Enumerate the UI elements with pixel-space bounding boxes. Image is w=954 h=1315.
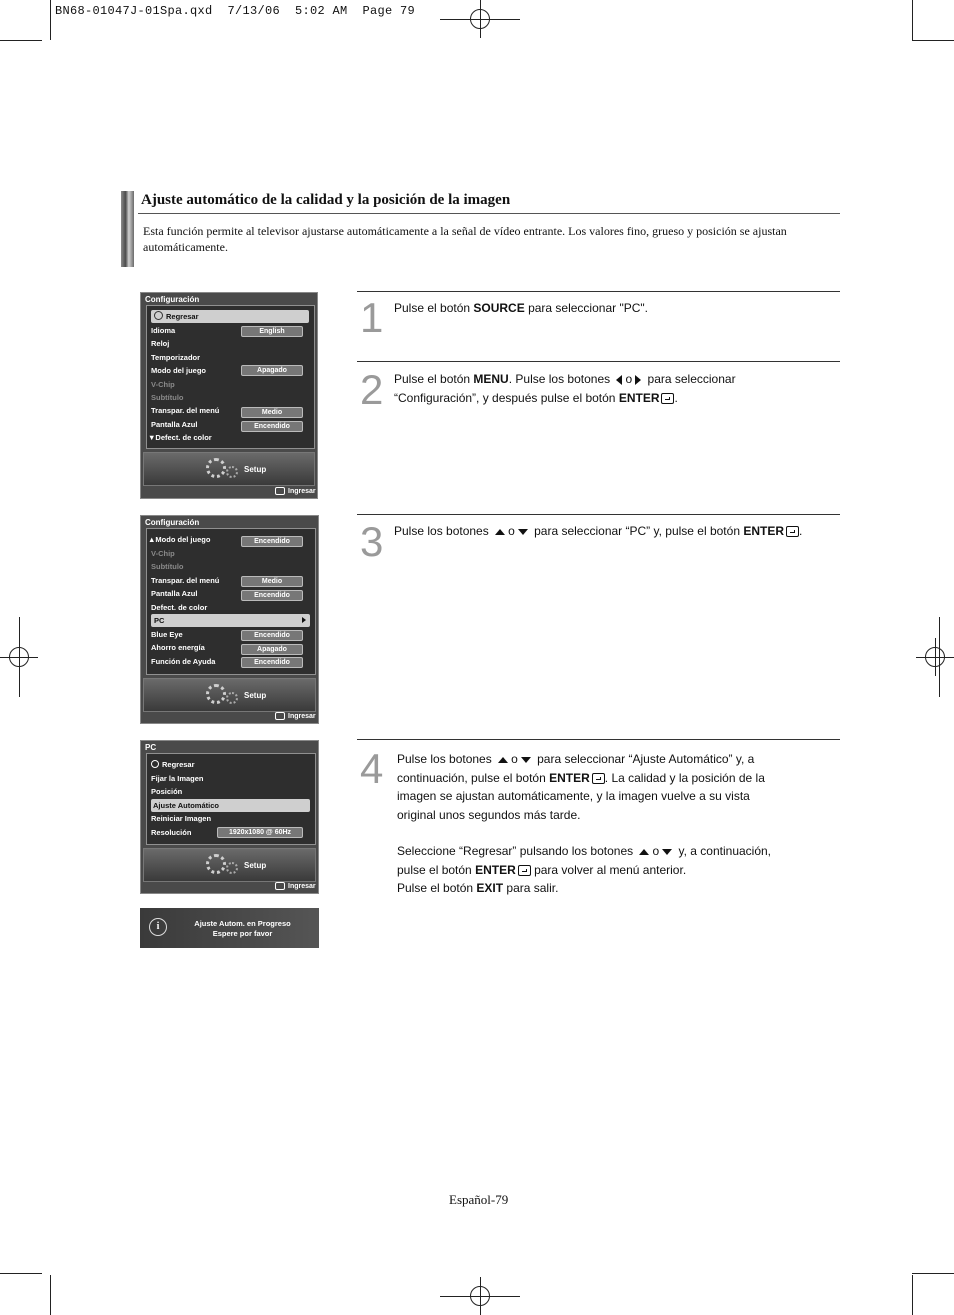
step-rule: [357, 291, 840, 292]
menu-value-resolucion: 1920x1080 @ 60Hz: [217, 827, 303, 838]
menu-item-funcion-ayuda[interactable]: Función de Ayuda: [151, 657, 216, 666]
step-number: 1: [360, 294, 384, 341]
menu-item-fijar-imagen[interactable]: Fijar la Imagen: [151, 774, 204, 783]
menu-value-modo-juego: Apagado: [241, 365, 303, 376]
registration-mark-icon: [916, 638, 954, 676]
step-2-text: Pulse el botón MENU. Pulse los botones o para seleccionar “Configuración”, y después pulse el botón ENTER .: [394, 372, 736, 405]
enter-icon: [661, 393, 674, 404]
section-bar: [121, 191, 134, 267]
menu-item-regresar[interactable]: Regresar: [151, 758, 195, 771]
menu-item-defect-color[interactable]: ▼Defect. de color: [148, 433, 212, 442]
menu-item-reloj[interactable]: Reloj: [151, 339, 170, 348]
menu-item-blue-eye[interactable]: Blue Eye: [151, 630, 183, 639]
gear-icon: [206, 854, 226, 874]
chevron-right-icon: [302, 617, 306, 623]
menu-value-modo-juego: Encendido: [241, 536, 303, 547]
screen-title: PC: [145, 743, 157, 752]
enter-icon: [518, 865, 531, 876]
down-arrow-icon: [518, 529, 528, 535]
menu-value-idioma: English: [241, 326, 303, 337]
setup-bar: [143, 848, 316, 882]
menu-item-transpar[interactable]: Transpar. del menú: [151, 406, 220, 415]
section-title: Ajuste automático de la calidad y la posición de la imagen: [141, 192, 511, 208]
screen-title: Configuración: [145, 518, 200, 527]
menu-value-ahorro-energia: Apagado: [241, 644, 303, 655]
tv-menu-screen-configuracion: [140, 292, 318, 499]
progress-line-2: Espere por favor: [212, 929, 273, 938]
file-header: BN68-01047J-01Spa.qxd 7/13/06 5:02 AM Page 79: [55, 4, 416, 18]
menu-value-funcion-ayuda: Encendido: [241, 657, 303, 668]
screen-title: Configuración: [145, 295, 200, 304]
setup-label: Setup: [244, 691, 267, 700]
gear-icon: [206, 684, 226, 704]
gear-icon: [226, 862, 238, 874]
menu-item-temporizador[interactable]: Temporizador: [151, 353, 201, 362]
step-4-text: Pulse los botones o para seleccionar “Ajuste Automático” y, a continuación, pulse el botón ENTER . La calidad y la posición de la imagen se ajustan automáticamente, y la imagen vuelve a su vista original unos segundos más tarde. Seleccione “Regresar” pulsando los botones o y, a continuación, pulse el botón ENTER para volver al menú anterior. Pulse el botón EXIT para salir.: [397, 752, 772, 895]
up-arrow-icon: [639, 849, 649, 855]
menu-item-ahorro-energia[interactable]: Ahorro energía: [151, 643, 205, 652]
menu-item-vchip: V-Chip: [151, 380, 175, 389]
menu-item-regresar[interactable]: Regresar: [151, 310, 309, 323]
gear-icon: [206, 458, 226, 478]
right-arrow-icon: [635, 375, 641, 385]
menu-value-transpar: Medio: [241, 407, 303, 418]
step-rule: [357, 361, 840, 362]
step-3-text: Pulse los botones o para seleccionar “PC” y, pulse el botón ENTER .: [394, 524, 803, 538]
enter-hint: Ingresar: [275, 882, 316, 890]
tv-menu-screen-configuracion-2: [140, 515, 319, 724]
step-number: 2: [360, 366, 384, 413]
down-arrow-icon: [521, 757, 531, 763]
crop-mark: [440, 1296, 520, 1297]
crop-mark: [912, 0, 913, 40]
menu-panel: [146, 528, 316, 675]
crop-mark: [440, 19, 520, 20]
crop-mark: [0, 1273, 42, 1274]
enter-icon: [275, 712, 285, 720]
menu-item-resolucion[interactable]: Resolución: [151, 828, 192, 837]
down-arrow-icon: [662, 849, 672, 855]
crop-mark: [912, 1273, 954, 1274]
step-1-text: Pulse el botón SOURCE para seleccionar "PC".: [394, 301, 648, 315]
menu-item-modo-juego[interactable]: Modo del juego: [151, 366, 206, 375]
crop-mark: [912, 1275, 913, 1315]
menu-item-pc[interactable]: PC: [151, 614, 310, 627]
return-icon: [151, 760, 159, 768]
page-number: Español-79: [449, 1192, 509, 1207]
enter-icon: [786, 526, 799, 537]
menu-item-subtitulo: Subtítulo: [151, 393, 184, 402]
intro-paragraph: Esta función permite al televisor ajustarse automáticamente a la señal de vídeo entrante. Los valores fino, grueso y posición se ajustan automáticamente.: [143, 224, 787, 254]
enter-icon: [275, 882, 285, 890]
up-arrow-icon: [498, 757, 508, 763]
enter-hint: Ingresar: [275, 712, 316, 720]
crop-mark: [939, 617, 940, 697]
gear-icon: [226, 692, 238, 704]
up-arrow-icon: [495, 529, 505, 535]
crop-mark: [912, 40, 954, 41]
menu-value-pantalla-azul: Encendido: [241, 590, 303, 601]
enter-icon: [275, 487, 285, 495]
setup-bar: [143, 678, 316, 712]
setup-label: Setup: [244, 861, 267, 870]
step-number: 4: [360, 745, 384, 792]
menu-item-modo-juego[interactable]: ▲Modo del juego: [148, 535, 211, 544]
menu-item-pantalla-azul[interactable]: Pantalla Azul: [151, 589, 198, 598]
menu-value-pantalla-azul: Encendido: [241, 421, 303, 432]
menu-item-idioma[interactable]: Idioma: [151, 326, 176, 335]
step-rule: [357, 739, 840, 740]
menu-item-transpar[interactable]: Transpar. del menú: [151, 576, 220, 585]
menu-item-subtitulo: Subtítulo: [151, 562, 184, 571]
setup-bar: [143, 452, 315, 486]
tv-menu-screen-pc: [140, 740, 319, 894]
crop-mark: [50, 0, 51, 40]
info-icon: i: [149, 918, 167, 936]
menu-value-transpar: Medio: [241, 576, 303, 587]
crop-mark: [0, 40, 42, 41]
left-arrow-icon: [616, 375, 622, 385]
menu-item-ajuste-automatico[interactable]: Ajuste Automático: [151, 799, 310, 812]
step-rule: [357, 514, 840, 515]
step-number: 3: [360, 518, 384, 565]
menu-item-pantalla-azul[interactable]: Pantalla Azul: [151, 420, 198, 429]
menu-panel: [146, 753, 316, 845]
setup-label: Setup: [244, 465, 267, 474]
auto-adjust-progress-box: [140, 908, 319, 948]
menu-item-posicion[interactable]: Posición: [151, 787, 183, 796]
menu-item-vchip: V-Chip: [151, 549, 175, 558]
crop-mark: [19, 617, 20, 697]
menu-item-defect-color[interactable]: Defect. de color: [151, 603, 208, 612]
menu-panel: [146, 305, 315, 449]
enter-hint: Ingresar: [275, 487, 316, 495]
progress-line-1: Ajuste Autom. en Progreso: [194, 919, 291, 928]
gear-icon: [226, 466, 238, 478]
crop-mark: [50, 1275, 51, 1315]
title-rule: [138, 213, 840, 214]
return-icon: [154, 311, 163, 320]
menu-value-blue-eye: Encendido: [241, 630, 303, 641]
menu-item-reiniciar-imagen[interactable]: Reiniciar Imagen: [151, 814, 212, 823]
enter-icon: [592, 773, 605, 784]
